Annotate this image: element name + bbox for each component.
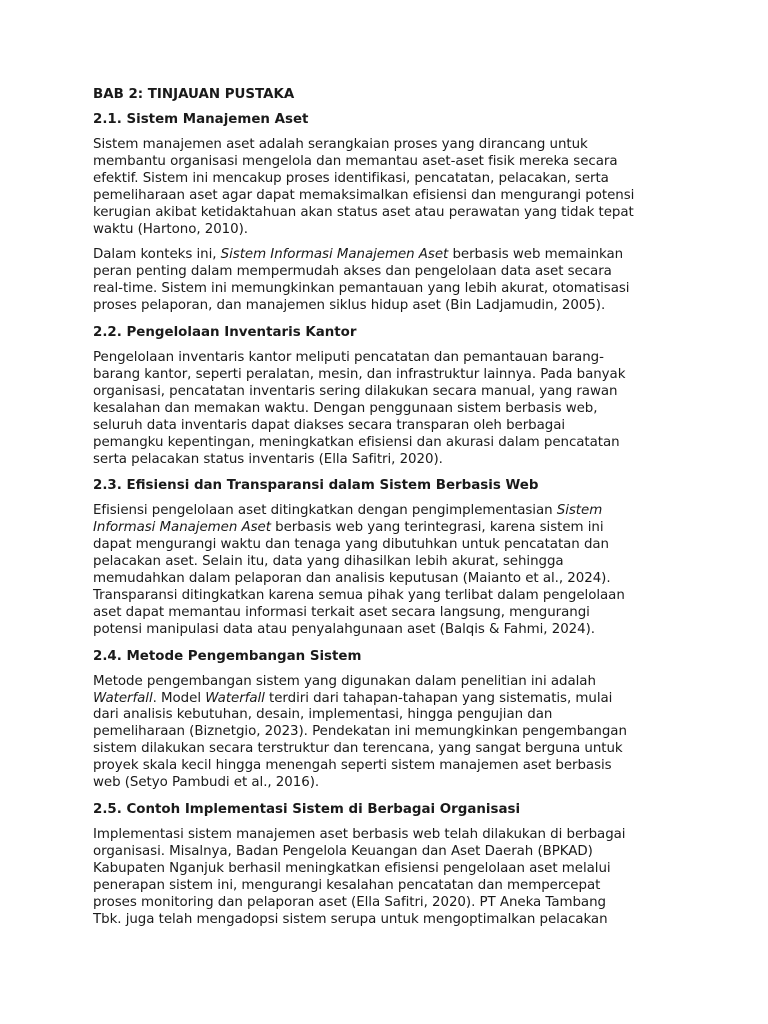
paragraph: [93, 247, 683, 315]
text-line: [93, 384, 683, 401]
text-line: [93, 571, 683, 588]
section-heading: 2.5. Contoh Implementasi Sistem di Berbagai Organisasi: [93, 802, 521, 817]
text-segment: kesalahan dan memakan waktu. Dengan penggunaan sistem berbasis web,: [93, 400, 598, 416]
text-segment: seluruh data inventaris dapat diakses secara transparan oleh berbagai: [93, 417, 566, 433]
text-segment: Sistem manajemen aset adalah serangkaian proses yang dirancang untuk: [93, 137, 588, 152]
text-line: [93, 503, 683, 520]
text-segment: Waterfall: [205, 690, 265, 706]
paragraph: [93, 674, 683, 792]
text-segment: terdiri dari tahapan-tahapan yang sistematis, mulai: [264, 690, 613, 706]
text-segment: serta pelacakan status inventaris (Ella Safitri, 2020).: [93, 451, 443, 467]
text-line: [93, 247, 683, 264]
text-segment: peran penting dalam mempermudah akses dan pengelolaan data aset secara: [93, 264, 612, 280]
text-line: [93, 222, 683, 239]
section-heading: 2.3. Efisiensi dan Transparansi dalam Sistem Berbasis Web: [93, 478, 539, 494]
text-line: [93, 205, 683, 222]
text-line: [93, 452, 683, 469]
text-segment: Sistem Informasi Manajemen Aset: [220, 247, 449, 263]
text-segment: potensi manipulasi data atau penyalahgunaan aset (Balqis & Fahmi, 2024).: [93, 621, 595, 637]
paragraph: [93, 503, 683, 638]
text-segment: penerapan sistem ini, mengurangi kesalahan pencatatan dan mempercepat: [93, 877, 601, 893]
text-segment: efektif. Sistem ini mencakup proses identifikasi, pencatatan, pelacakan, serta: [93, 170, 609, 186]
text-segment: pelacakan aset. Selain itu, data yang dihasilkan lebih akurat, sehingga: [93, 554, 564, 570]
text-line: [93, 741, 683, 758]
text-line: [93, 264, 683, 281]
text-segment: pemangku kepentingan, meningkatkan efisiensi dan akurasi dalam pencatatan: [93, 434, 620, 450]
text-segment: Transparansi ditingkatkan karena semua pihak yang terlibat dalam pengelolaan: [93, 587, 625, 603]
text-line: [93, 435, 683, 452]
text-segment: berbasis web memainkan: [448, 247, 624, 263]
text-segment: Efisiensi pengelolaan aset ditingkatkan dengan pengimplementasian: [93, 503, 557, 519]
text-segment: sistem dilakukan secara terstruktur dan terencana, yang sangat berguna untuk: [93, 741, 623, 757]
text-line: [93, 724, 683, 741]
text-line: [93, 537, 683, 554]
text-segment: Implementasi sistem manajemen aset berbasis web telah dilakukan di berbagai: [93, 827, 626, 842]
text-segment: barang kantor, seperti peralatan, mesin, dan infrastruktur lainnya. Pada banyak: [93, 366, 626, 382]
section-heading: 2.2. Pengelolaan Inventaris Kantor: [93, 325, 357, 341]
text-segment: proses pelaporan, dan manajemen siklus hidup aset (Bin Ladjamudin, 2005).: [93, 298, 606, 314]
text-line: [93, 281, 683, 298]
text-line: [93, 775, 683, 792]
text-segment: memudahkan dalam pelaporan dan analisis keputusan (Maianto et al., 2024).: [93, 571, 611, 587]
text-segment: waktu (Hartono, 2010).: [93, 221, 249, 237]
text-line: [93, 622, 683, 639]
paragraph: [93, 827, 683, 928]
text-line: [93, 401, 683, 418]
text-segment: Metode pengembangan sistem yang digunakan dalam penelitian ini adalah: [93, 673, 596, 689]
text-line: [93, 895, 683, 912]
text-segment: Dalam konteks ini,: [93, 247, 221, 263]
text-segment: Pengelolaan inventaris kantor meliputi pencatatan dan pemantauan barang-: [93, 350, 604, 366]
text-line: [93, 554, 683, 571]
text-segment: Informasi Manajemen Aset: [93, 520, 271, 536]
section-heading: 2.1. Sistem Manajemen Aset: [93, 112, 309, 127]
text-segment: organisasi. Misalnya, Badan Pengelola Keuangan dan Aset Daerah (BPKAD): [93, 843, 593, 859]
text-line: [93, 758, 683, 775]
text-line: [93, 827, 683, 844]
text-line: [93, 188, 683, 205]
text-segment: membantu organisasi mengelola dan memantau aset-aset fisik mereka secara: [93, 153, 618, 169]
text-line: [93, 691, 683, 708]
text-segment: kerugian akibat ketidaktahuan akan status aset atau perawatan yang tidak tepat: [93, 204, 634, 220]
text-segment: dapat mengurangi waktu dan tenaga yang dibutuhkan untuk pencatatan dan: [93, 537, 609, 553]
text-segment: proses monitoring dan pelaporan aset (Ella Safitri, 2020). PT Aneka Tambang: [93, 894, 606, 910]
text-line: [93, 707, 683, 724]
text-line: [93, 171, 683, 188]
text-line: [93, 367, 683, 384]
text-segment: pemeliharaan aset agar dapat memaksimalkan efisiensi dan mengurangi potensi: [93, 187, 635, 203]
text-line: [93, 861, 683, 878]
text-line: [93, 844, 683, 861]
paragraph: [93, 137, 683, 238]
text-line: [93, 520, 683, 537]
text-line: [93, 912, 683, 929]
chapter-title: BAB 2: TINJAUAN PUSTAKA: [93, 87, 295, 102]
text-line: [93, 137, 683, 154]
text-line: [93, 418, 683, 435]
text-segment: aset dapat memantau informasi terkait aset secara langsung, mengurangi: [93, 604, 590, 620]
text-line: [93, 588, 683, 605]
text-line: [93, 154, 683, 171]
paragraph: [93, 350, 683, 468]
text-line: [93, 298, 683, 315]
section-heading: 2.4. Metode Pengembangan Sistem: [93, 648, 362, 664]
text-segment: web (Setyo Pambudi et al., 2016).: [93, 775, 320, 791]
text-segment: pemeliharaan (Biznetgio, 2023). Pendekatan ini memungkinkan pengembangan: [93, 724, 627, 740]
text-segment: berbasis web yang terintegrasi, karena sistem ini: [270, 520, 604, 536]
text-segment: Kabupaten Nganjuk berhasil meningkatkan efisiensi pengelolaan aset melalui: [93, 860, 611, 876]
text-segment: dari analisis kebutuhan, desain, implementasi, hingga pengujian dan: [93, 707, 553, 723]
text-segment: Tbk. juga telah mengadopsi sistem serupa untuk mengoptimalkan pelacakan: [93, 911, 608, 927]
text-segment: Waterfall: [93, 690, 153, 706]
text-segment: real-time. Sistem ini memungkinkan pemantauan yang lebih akurat, otomatisasi: [93, 281, 630, 297]
text-segment: Sistem: [556, 503, 603, 519]
document-body: [93, 86, 683, 937]
text-line: [93, 350, 683, 367]
text-segment: proyek skala kecil hingga menengah seperti sistem manajemen aset berbasis: [93, 758, 612, 774]
text-line: [93, 605, 683, 622]
text-line: [93, 674, 683, 691]
text-segment: organisasi, pencatatan inventaris sering dilakukan secara manual, yang rawan: [93, 383, 618, 399]
text-segment: . Model: [152, 690, 206, 706]
text-line: [93, 878, 683, 895]
